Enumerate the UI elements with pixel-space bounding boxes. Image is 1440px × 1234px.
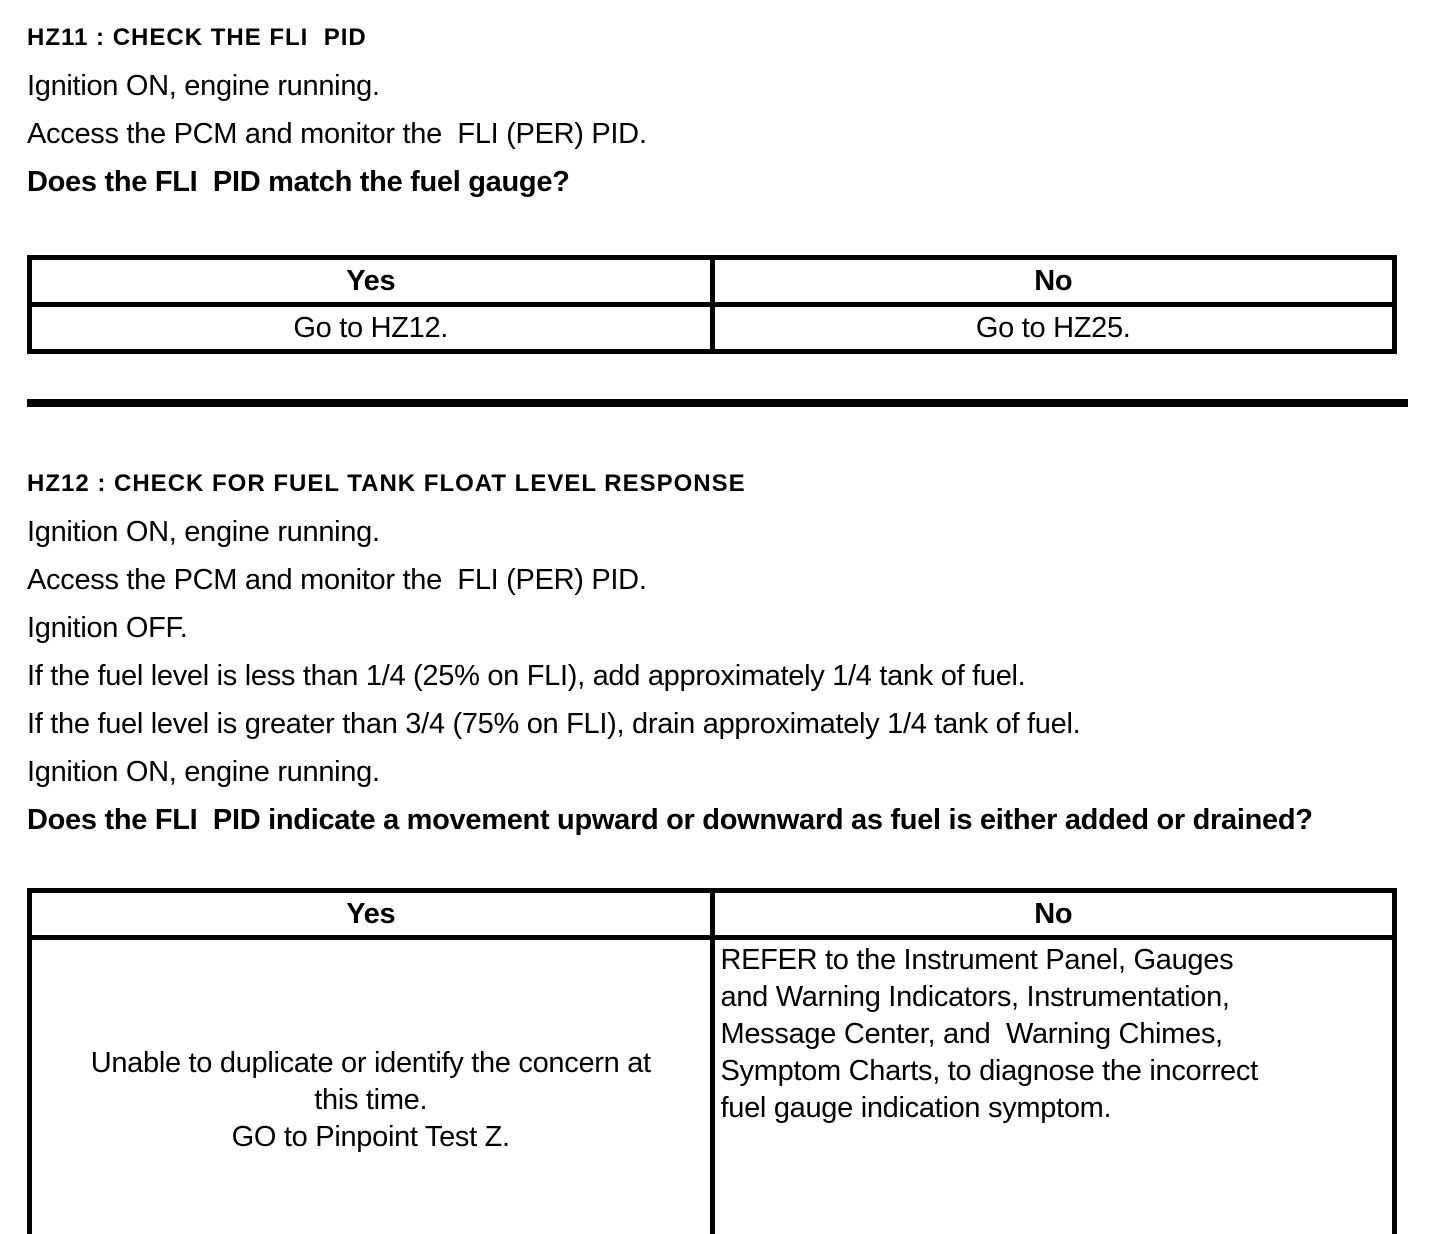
hz12-no-line-3: Message Center, and Warning Chimes,: [720, 1018, 1223, 1050]
hz12-question: Does the FLI PID indicate a movement upward or downward as fuel is either added or drained?: [27, 804, 1313, 836]
hz12-step-2: Access the PCM and monitor the FLI (PER) PID.: [27, 564, 647, 596]
hz12-no-header: No: [712, 891, 1395, 938]
section-divider-rule: [27, 399, 1408, 407]
hz12-heading: HZ12 : CHECK FOR FUEL TANK FLOAT LEVEL RESPONSE: [27, 470, 746, 497]
hz11-no-cell: Go to HZ25.: [712, 305, 1395, 352]
hz11-yes-cell: Go to HZ12.: [30, 305, 713, 352]
hz12-yes-line-1: Unable to duplicate or identify the concern at: [90, 1047, 651, 1079]
hz11-table-answer-row: [30, 305, 1395, 352]
hz12-decision-table: [27, 888, 1397, 1234]
hz12-step-3: Ignition OFF.: [27, 612, 188, 644]
section-hz11: [27, 14, 1410, 354]
hz11-question: Does the FLI PID match the fuel gauge?: [27, 166, 570, 198]
hz12-yes-cell: [30, 938, 713, 1234]
hz12-no-cell-content: [721, 942, 1387, 1234]
hz12-yes-line-2: this time.: [314, 1084, 428, 1116]
hz12-no-line-4: Symptom Charts, to diagnose the incorrect: [720, 1055, 1258, 1087]
hz11-no-header: No: [712, 258, 1395, 305]
hz11-yes-header: Yes: [30, 258, 713, 305]
hz12-table-answer-row: [30, 938, 1395, 1234]
hz11-step-1: Ignition ON, engine running.: [27, 70, 380, 102]
hz12-yes-header: Yes: [30, 891, 713, 938]
hz11-heading: HZ11 : CHECK THE FLI PID: [27, 24, 367, 51]
hz12-step-5: If the fuel level is greater than 3/4 (75% on FLI), drain approximately 1/4 tank of fuel.: [27, 708, 1081, 740]
hz11-table-header-row: [30, 258, 1395, 305]
hz12-no-cell: [712, 938, 1395, 1234]
hz12-no-line-2: and Warning Indicators, Instrumentation,: [720, 981, 1230, 1013]
hz12-yes-line-3: GO to Pinpoint Test Z.: [231, 1121, 510, 1153]
hz11-decision-table: [27, 255, 1397, 354]
hz12-no-line-1: REFER to the Instrument Panel, Gauges: [720, 944, 1234, 976]
hz11-step-2: Access the PCM and monitor the FLI (PER) PID.: [27, 118, 647, 150]
hz12-step-6: Ignition ON, engine running.: [27, 756, 380, 788]
hz12-no-line-5: fuel gauge indication symptom.: [720, 1092, 1112, 1124]
hz12-step-4: If the fuel level is less than 1/4 (25% on FLI), add approximately 1/4 tank of fuel.: [27, 660, 1026, 692]
section-hz12: [27, 460, 1410, 1234]
hz12-step-1: Ignition ON, engine running.: [27, 516, 380, 548]
hz12-yes-cell-content: [38, 942, 704, 1234]
